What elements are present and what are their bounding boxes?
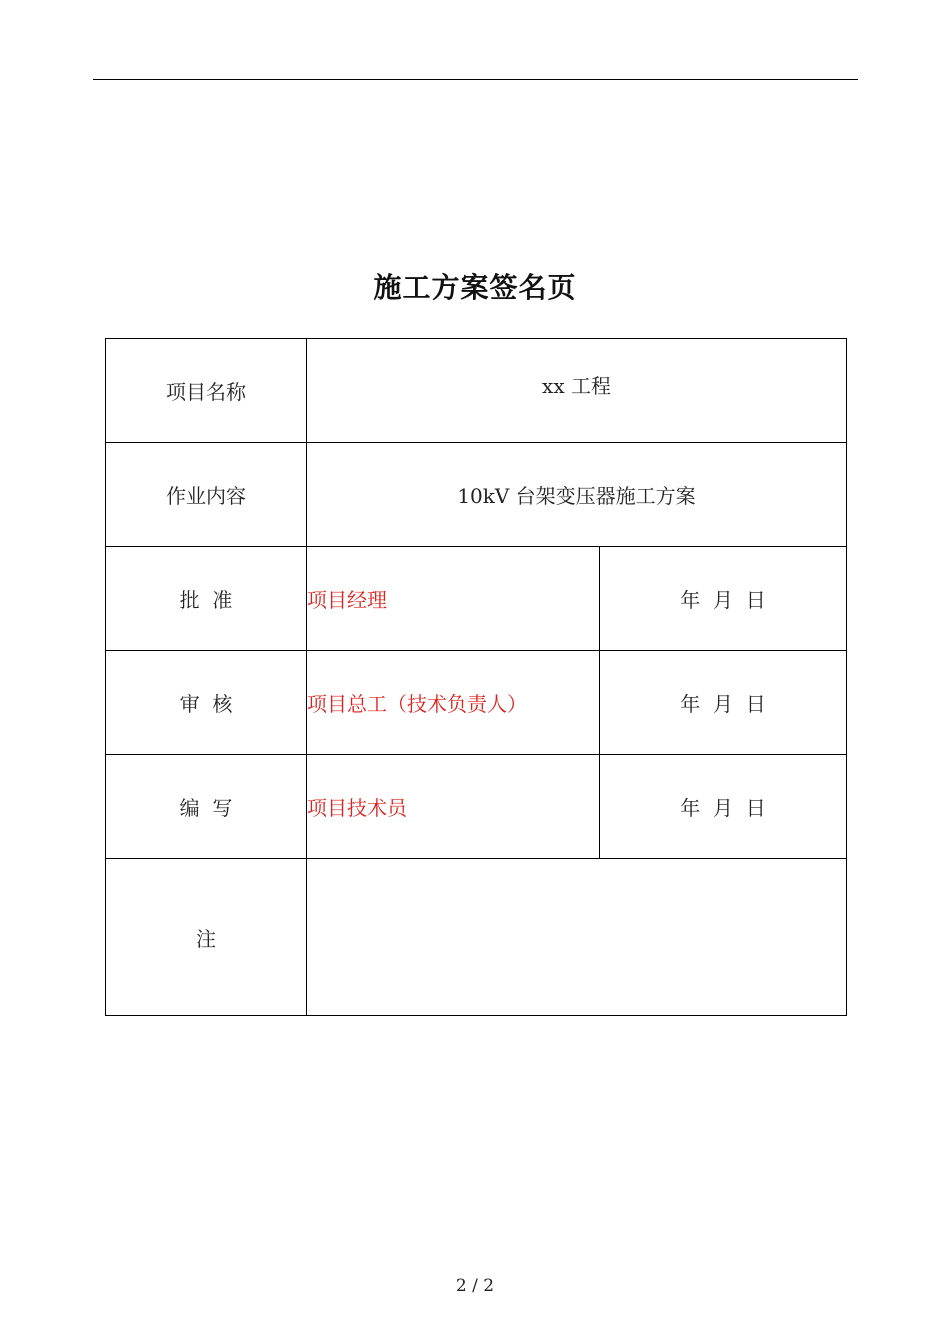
note-value: [307, 859, 847, 1016]
project-name-value: xx 工程: [307, 339, 847, 443]
compile-date: 年 月 日: [600, 755, 847, 859]
review-label: 审 核: [106, 651, 307, 755]
approve-label: 批 准: [106, 547, 307, 651]
project-name-label: 项目名称: [106, 339, 307, 443]
review-date: 年 月 日: [600, 651, 847, 755]
header-rule: [93, 79, 858, 80]
approve-person: 项目经理: [307, 547, 600, 651]
review-person: 项目总工（技术负责人）: [307, 651, 600, 755]
page-number: 2 / 2: [455, 1276, 495, 1296]
work-content-label: 作业内容: [106, 443, 307, 547]
table-row-note: [106, 859, 847, 1016]
table-row-compile: [106, 755, 847, 859]
note-label: 注: [106, 859, 307, 1016]
compile-label: 编 写: [106, 755, 307, 859]
table-row-review: [106, 651, 847, 755]
signature-table: [105, 338, 847, 1016]
table-row-approve: [106, 547, 847, 651]
compile-person: 项目技术员: [307, 755, 600, 859]
approve-date: 年 月 日: [600, 547, 847, 651]
work-content-value: 10kV 台架变压器施工方案: [307, 443, 847, 547]
table-row-project-name: [106, 339, 847, 443]
page-title: 施工方案签名页: [373, 271, 577, 304]
table-row-work-content: [106, 443, 847, 547]
